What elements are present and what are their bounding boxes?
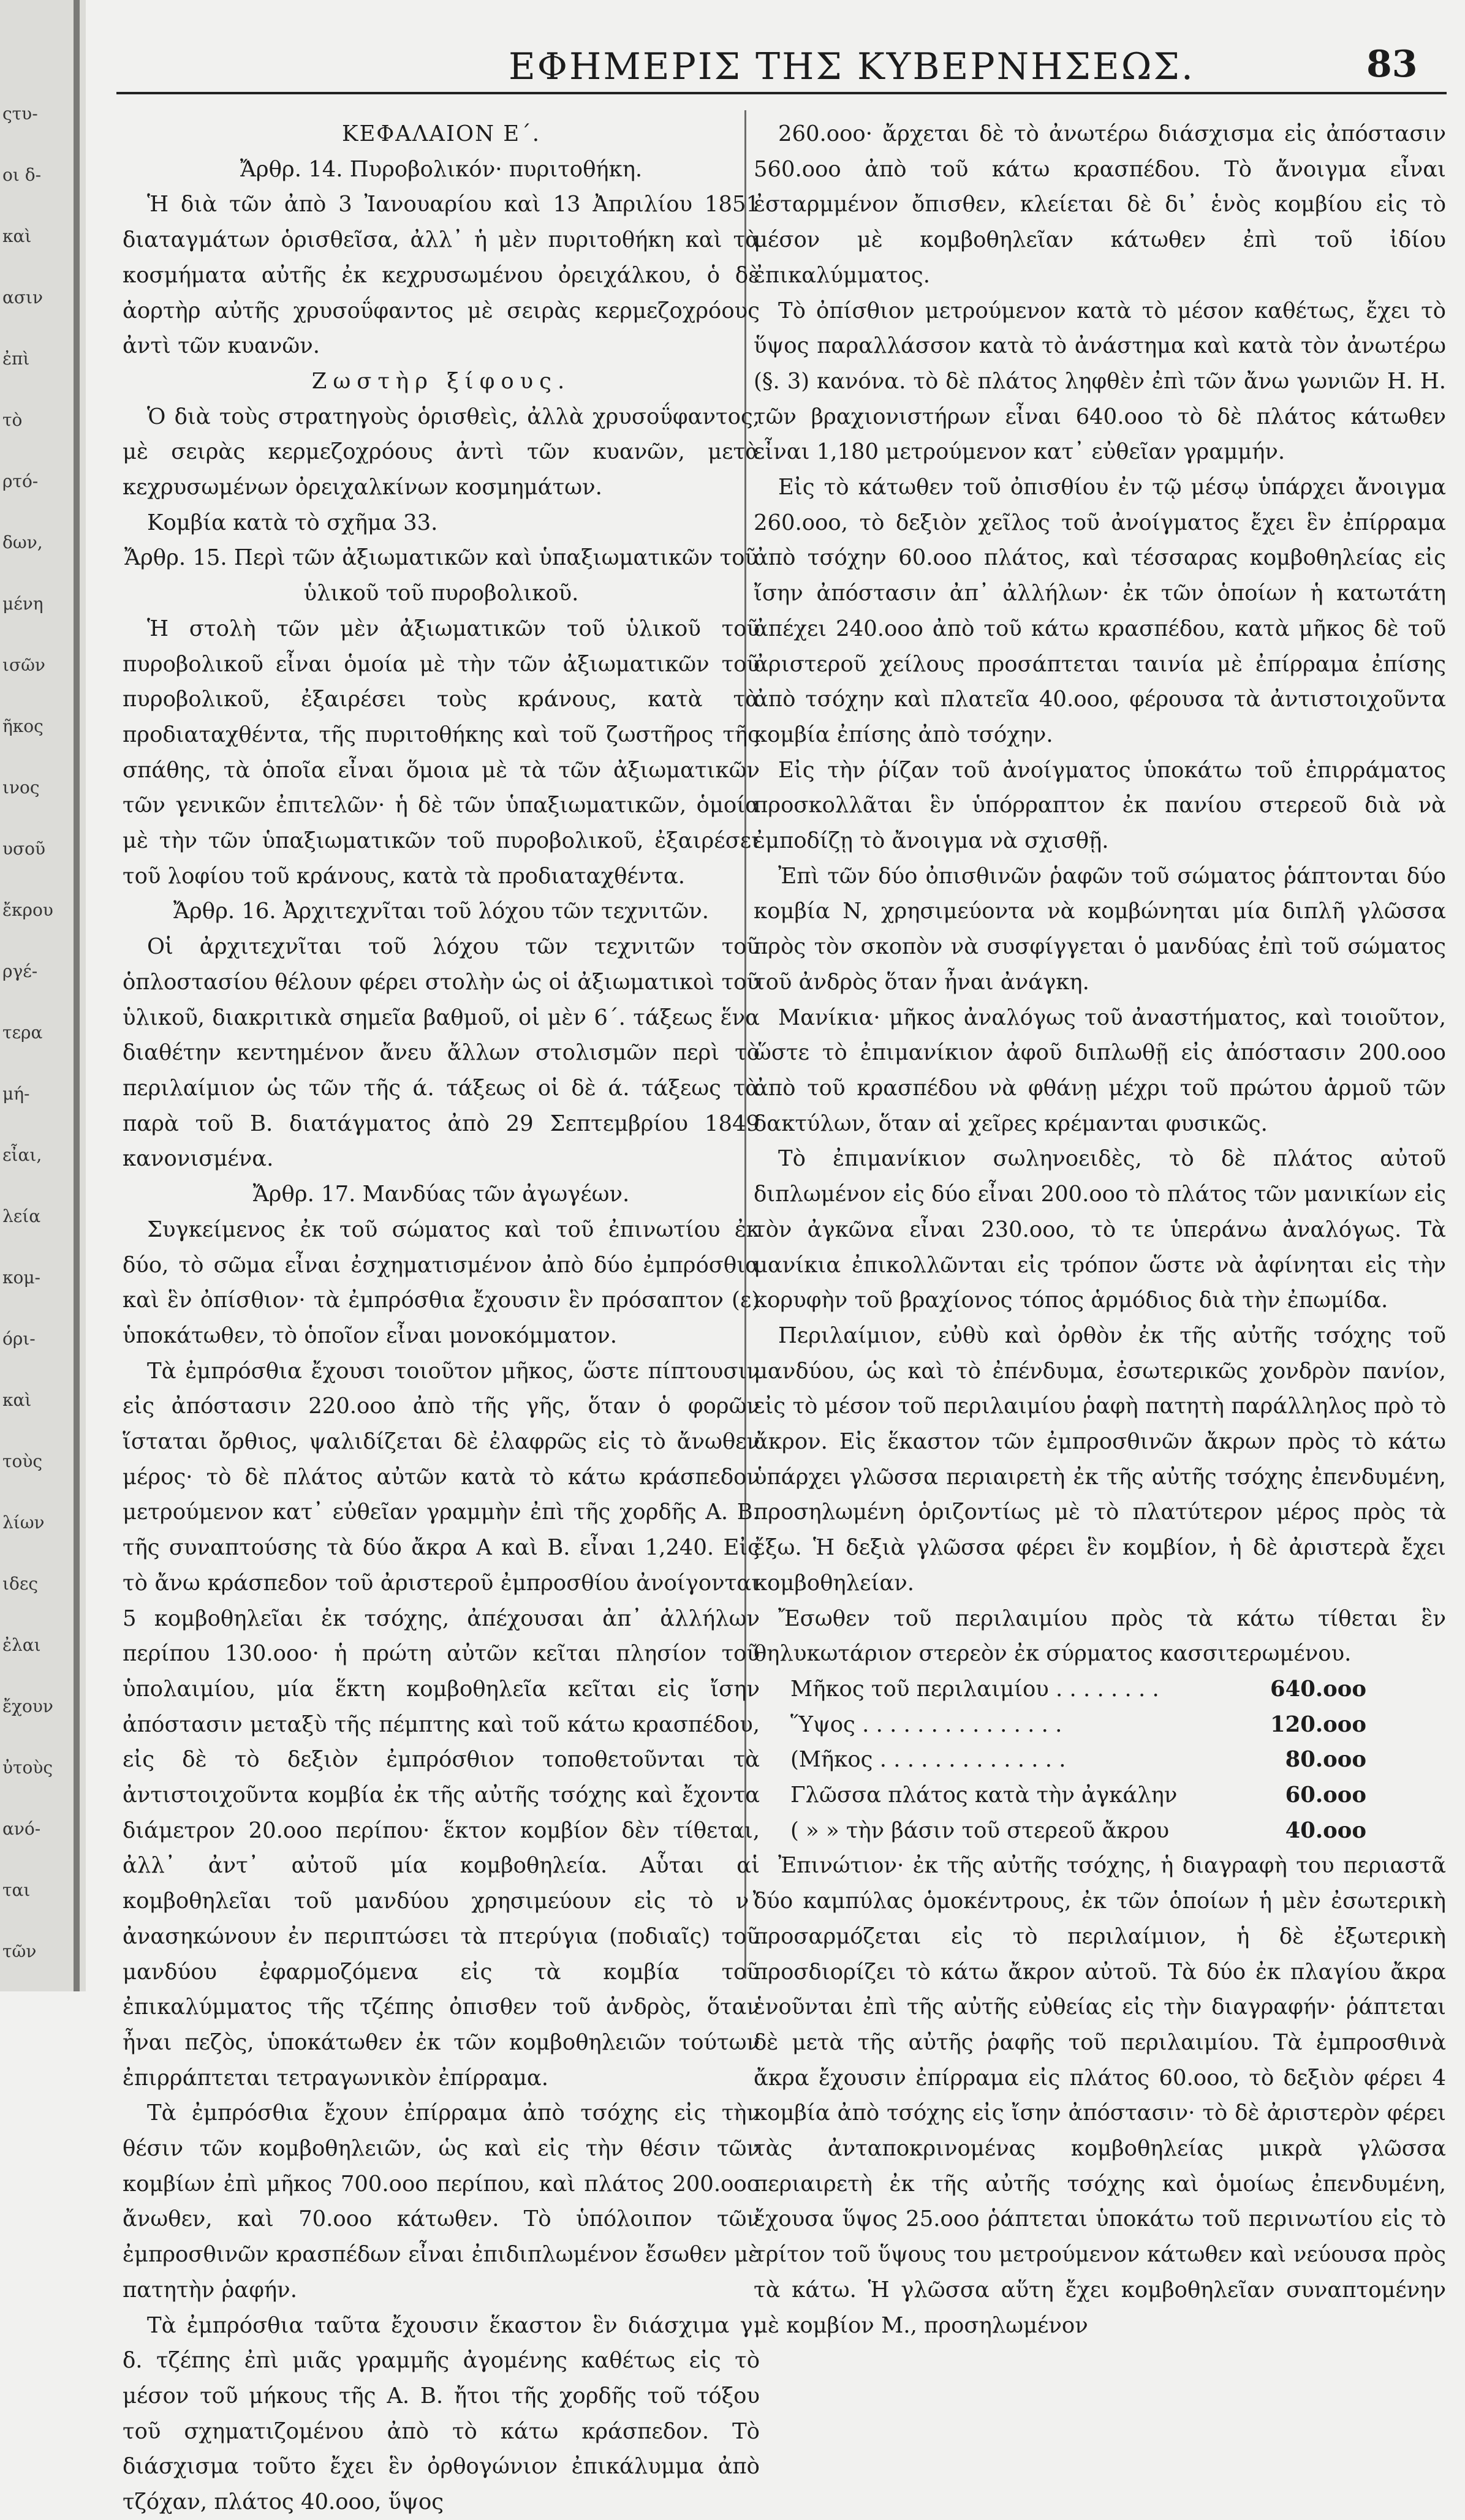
gutter-fragment: ιδες <box>2 1574 39 1594</box>
section-heading: Ἄρθρ. 16. Ἀρχιτεχνῖται τοῦ λόχου τῶν τεχνιτῶν. <box>173 899 710 924</box>
binding-shadow <box>74 0 80 1991</box>
paragraph: Οἱ ἀρχιτεχνῖται τοῦ λόχου τῶν τεχνιτῶν τοῦ ὁπλοστασίου θέλουν φέρει στολὴν ὡς οἱ ἀξιωματικοὶ τοῦ ὑλικοῦ, διακριτικὰ σημεῖα βαθμοῦ, οἱ μὲν 6΄. τάξεως ἕνα διαθέτην κεντημένον ἄνευ ἄλλων στολισμῶν περὶ τὸ περιλαίμιον ὡς τῶν τῆς ά. τάξεως οἱ δὲ ά. τάξεως τὰ παρὰ τοῦ Β. διατάγματος ἀπὸ 29 Σεπτεμβρίου 1849 κανονισμένα. <box>123 934 760 1172</box>
paragraph: Τὰ ἐμπρόσθια ἔχουν ἐπίρραμα ἀπὸ τσόχης εἰς τὴν θέσιν τῶν κομβοθηλειῶν, ὡς καὶ εἰς τὴν θέσιν τῶν κομβίων ἐπὶ μῆκος 700.ooo περίπου, καὶ πλάτος 200.ooo ἄνωθεν, καὶ 70.ooo κάτωθεν. Τὸ ὑπόλοιπον τῶν ἐμπροσθινῶν κρασπέδων εἶναι ἐπιδιπλωμένον ἔσωθεν μὲ πατητὴν ῥαφήν. <box>123 2100 760 2303</box>
measurement-label: ( » » τὴν βάσιν τοῦ στερεοῦ ἄκρου <box>790 1817 1170 1843</box>
gutter-fragment: ινος <box>2 777 40 798</box>
measurement-row <box>790 1672 1366 1707</box>
paragraph: Ὁ διὰ τοὺς στρατηγοὺς ὁρισθεὶς, ἀλλὰ χρυσοΰφαντος, μὲ σειρὰς κερμεζοχρόους ἀντὶ τῶν κυανῶν, μετὰ κεχρυσωμένων ὀρειχαλκίνων κοσμημάτων. <box>123 404 760 500</box>
gutter-fragment: κομ- <box>2 1267 41 1288</box>
paragraph: Τὸ ἐπιμανίκιον σωληνοειδὲς, τὸ δὲ πλάτος αὐτοῦ διπλωμένον εἰς δύο εἶναι 200.ooo τὸ πλάτος τῶν μανικίων εἰς τὸν ἀγκῶνα εἶναι 230.ooo, τὸ τε ὑπεράνω ἀναλόγως. Τὰ μανίκια ἐπικολλῶνται εἰς τρόπον ὥστε νὰ ἀφίνηται εἰς τὴν κορυφὴν τοῦ βραχίονος τόπος ἁρμόδιος διὰ τὴν ἐπωμίδα. <box>754 1146 1446 1313</box>
right-column-text-after-table <box>754 1848 1446 2343</box>
paragraph: Εἰς τὴν ῥίζαν τοῦ ἀνοίγματος ὑποκάτω τοῦ ἐπιρράματος προσκολλᾶται ἓν ὑπόρραπτον ἐκ πανίου στερεοῦ διὰ νὰ ἐμποδίζῃ τὸ ἄνοιγμα νὰ σχισθῇ. <box>754 757 1446 854</box>
paragraph: Μανίκια· μῆκος ἀναλόγως τοῦ ἀναστήματος, καὶ τοιοῦτον, ὥστε τὸ ἐπιμανίκιον ἀφοῦ διπλωθῇ εἰς ἀπόστασιν 200.ooo ἀπὸ τοῦ κρασπέδου νὰ φθάνῃ μέχρι τοῦ πρώτου ἁρμοῦ τῶν δακτύλων, ὅταν αἱ χεῖρες κρέμανται φυσικῶς. <box>754 1005 1446 1136</box>
paragraph: Εἰς τὸ κάτωθεν τοῦ ὀπισθίου ἐν τῷ μέσῳ ὑπάρχει ἄνοιγμα 260.ooo, τὸ δεξιὸν χεῖλος τοῦ ἀνοίγματος ἔχει ἓν ἐπίρραμα ἀπὸ τσόχην 60.ooo πλάτος, καὶ τέσσαρας κομβοθηλείας εἰς ἴσην ἀπόστασιν ἀπ᾽ ἀλλήλων· ἐκ τῶν ὁποίων ἡ κατωτάτη ἀπέχει 240.ooo ἀπὸ τοῦ κάτω κρασπέδου, κατὰ μῆκος δὲ τοῦ ἀριστεροῦ χείλους προσάπτεται ταινία μὲ ἐπίρραμα ἐπίσης ἀπὸ τσόχην καὶ πλατεῖα 40.ooo, φέρουσα τὰ ἀντιστοιχοῦντα κομβία ἐπίσης ἀπὸ τσόχην. <box>754 475 1446 747</box>
paragraph: Ἡ διὰ τῶν ἀπὸ 3 Ἰανουαρίου καὶ 13 Ἀπριλίου 1851 διαταγμάτων ὁρισθεῖσα, ἀλλ᾽ ἡ μὲν πυριτοθήκη καὶ τὰ κοσμήματα αὐτῆς ἐκ κεχρυσωμένου ὀρειχάλκου, ὁ δὲ ἀορτὴρ αὐτῆς χρυσοΰφαντος μὲ σειρὰς κερμεζοχρόους ἀντὶ τῶν κυανῶν. <box>123 192 760 359</box>
measurement-value: 640.ooo <box>1270 1676 1366 1702</box>
gutter-fragment: ανό- <box>2 1819 41 1839</box>
measurement-value: 60.ooo <box>1285 1782 1366 1808</box>
gutter-fragment: οι δ- <box>2 165 42 185</box>
measurement-value: 120.ooo <box>1270 1711 1366 1737</box>
paragraph: Τὰ ἐμπρόσθια ταῦτα ἔχουσιν ἕκαστον ἓν διάσχιμα γ. δ. τζέπης ἐπὶ μιᾶς γραμμῆς ἀγομένης καθέτως εἰς τὸ μέσον τοῦ μήκους τῆς Α. Β. ἤτοι τῆς χορδῆς τοῦ τόξου τοῦ σχηματιζομένου ἀπὸ τὸ κάτω κράσπεδον. Τὸ διάσχισμα τοῦτο ἔχει ἓν ὀρθογώνιον ἐπικάλυμμα ἀπὸ τζόχαν, πλάτος 40.ooo, ὕψος <box>123 2312 760 2515</box>
gutter-fragment: καὶ <box>2 226 32 246</box>
gutter-fragment: ται <box>2 1880 31 1900</box>
measurement-row <box>790 1742 1366 1778</box>
measurement-label: (Μῆκος . . . . . . . . . . . . . . <box>790 1747 1066 1773</box>
paragraph: Τὸ ὀπίσθιον μετρούμενον κατὰ τὸ μέσον καθέτως, ἔχει τὸ ὕψος παραλλάσσον κατὰ τὸ ἀνάστημα καὶ κατὰ τὸν ἀνωτέρω (§. 3) κανόνα. τὸ δὲ πλάτος ληφθὲν ἐπὶ τῶν ἄνω γωνιῶν Η. Η. τῶν βραχιονιστήρων εἶναι 640.ooo τὸ δὲ πλάτος κάτωθεν εἶναι 1,180 μετρούμενον κατ᾽ εὐθεῖαν γραμμήν. <box>754 298 1446 465</box>
paragraph: Συγκείμενος ἐκ τοῦ σώματος καὶ τοῦ ἐπινωτίου ἐκ δύο, τὸ σῶμα εἶναι ἐσχηματισμένον ἀπὸ δύο ἐμπρόσθια καὶ ἓν ὀπίσθιον· τὰ ἐμπρόσθια ἔχουσιν ἓν πρόσαπτον (ε) ὑποκάτωθεν, τὸ ὁποῖον εἶναι μονοκόμματον. <box>123 1217 760 1348</box>
paragraph: Ἡ στολὴ τῶν μὲν ἀξιωματικῶν τοῦ ὑλικοῦ τοῦ πυροβολικοῦ εἶναι ὁμοία μὲ τὴν τῶν ἀξιωματικῶν τοῦ πυροβολικοῦ, ἐξαιρέσει τοὺς κράνους, κατὰ τὰ προδιαταχθέντα, τῆς πυριτοθήκης καὶ τοῦ ζωστῆρος τῆς σπάθης, τὰ ὁποῖα εἶναι ὅμοια μὲ τὰ τῶν ἀξιωματικῶν τῶν γενικῶν ἐπιτελῶν· ἡ δὲ τῶν ὑπαξιωματικῶν, ὁμοία μὲ τὴν τῶν ὑπαξιωματικῶν τοῦ πυροβολικοῦ, ἐξαιρέσει τοῦ λοφίου τοῦ κράνους, κατὰ τὰ προδιαταχθέντα. <box>123 616 760 889</box>
gutter-fragment: τῶν <box>2 1941 37 1961</box>
gutter-fragment: ισῶν <box>2 655 45 675</box>
measurement-label: Γλῶσσα πλάτος κατὰ τὴν ἀγκάλην <box>790 1782 1178 1808</box>
header-rule <box>116 92 1447 94</box>
measurement-row <box>790 1813 1366 1849</box>
gutter-fragment: ῆκος <box>2 716 44 736</box>
left-column <box>123 116 760 2520</box>
right-column <box>754 116 1446 2343</box>
paragraph: Τὰ ἐμπρόσθια ἔχουσι τοιοῦτον μῆκος, ὥστε πίπτουσιν εἰς ἀπόστασιν 220.ooo ἀπὸ τῆς γῆς, ὅταν ὁ φορῶν ἵσταται ὄρθιος, ψαλιδίζεται δὲ ἐλαφρῶς εἰς τὸ ἄνωθεν μέρος· τὸ δὲ πλάτος αὐτῶν κατὰ τὸ κάτω κράσπεδον μετρούμενον κατ᾽ εὐθεῖαν γραμμὴν ἐπὶ τῆς χορδῆς Α. Β. τῆς συναπτούσης τὰ δύο ἄκρα Α καὶ Β. εἶναι 1,240. Εἰς τὸ ἄνω κράσπεδον τοῦ ἀριστεροῦ ἐμπροσθίου ἀνοίγονται 5 κομβοθηλεῖαι ἐκ τσόχης, ἀπέχουσαι ἀπ᾽ ἀλλήλων περίπου 130.ooo· ἡ πρώτη αὐτῶν κεῖται πλησίον τοῦ ὑπολαιμίου, μία ἕκτη κομβοθηλεῖα κεῖται εἰς ἴσην ἀπόστασιν μεταξὺ τῆς πέμπτης καὶ τοῦ κάτω κρασπέδου, εἰς δὲ τὸ δεξιὸν ἐμπρόσθιον τοποθετοῦνται τὰ ἀντιστοιχοῦντα κομβία ἐκ τῆς αὐτῆς τσόχης καὶ ἔχοντα διάμετρον 20.ooo περίπου· ἕκτον κομβίον δὲν τίθεται, ἀλλ᾽ ἀντ᾽ αὐτοῦ μία κομβοθηλεία. Αὗται αἱ κομβοθηλεῖαι τοῦ μανδύου χρησιμεύουν εἰς τὸ ν᾽ ἀνασηκώνουν ἐν περιπτώσει τὰ πτερύγια (ποδιαῖς) τοῦ μανδύου ἐφαρμοζόμενα εἰς τὰ κομβία τοῦ ἐπικαλύμματος τῆς τζέπης ὀπισθεν τοῦ ἀνδρὸς, ὅταν ἦναι πεζὸς, ὑποκάτωθεν ἐκ τῶν κομβοθηλειῶν τούτων ἐπιρράπτεται τετραγωνικὸν ἐπίρραμα. <box>123 1358 760 2091</box>
measurement-label: Ὕψος . . . . . . . . . . . . . . . <box>790 1711 1062 1737</box>
section-heading: ΚΕΦΑΛΑΙΟΝ Ε΄. <box>342 121 540 146</box>
paragraph: Ἐπὶ τῶν δύο ὀπισθινῶν ῥαφῶν τοῦ σώματος ῥάπτονται δύο κομβία Ν, χρησιμεύοντα νὰ κομβώνηται μία διπλῆ γλῶσσα πρὸς τὸν σκοπὸν νὰ συσφίγγεται ὁ μανδύας ἐπὶ τοῦ σώματος τοῦ ἀνδρὸς ὅταν ἦναι ἀνάγκη. <box>754 863 1446 995</box>
section-heading: Ἄρθρ. 17. Μανδύας τῶν ἀγωγέων. <box>252 1182 630 1207</box>
measurement-label: Μῆκος τοῦ περιλαιμίου . . . . . . . . <box>790 1676 1159 1702</box>
gutter-fragment: καὶ <box>2 1390 32 1410</box>
gutter-fragment: όρι- <box>2 1329 36 1349</box>
page-number: 83 <box>1366 43 1418 86</box>
gutter-fragment: ἔκρου <box>2 900 53 920</box>
gutter-fragment: μή- <box>2 1084 30 1104</box>
gutter-fragment: λίων <box>2 1512 45 1533</box>
measurement-row <box>790 1778 1366 1813</box>
measurement-table <box>790 1672 1366 1849</box>
paragraph: 260.ooo· ἄρχεται δὲ τὸ ἀνωτέρω διάσχισμα εἰς ἀπόστασιν 560.ooo ἀπὸ τοῦ κάτω κρασπέδου. Τὸ ἄνοιγμα εἶναι ἐσταρμμένον ὄπισθεν, κλείεται δὲ δι᾽ ἑνὸς κομβίου εἰς τὸ μέσον μὲ κομβοθηλεῖαν κάτωθεν ἐπὶ τοῦ ἰδίου ἐπικαλύμματος. <box>754 121 1446 288</box>
gutter-fragment: ἐλαι <box>2 1635 41 1655</box>
gutter-fragment: τερα <box>2 1022 43 1043</box>
gutter-fragment: τὸ <box>2 410 23 430</box>
paragraph: Κομβία κατὰ τὸ σχῆμα 33. <box>147 510 438 535</box>
gutter-fragment: εἶαι, <box>2 1145 42 1165</box>
measurement-value: 80.ooo <box>1285 1747 1366 1773</box>
paragraph: Ἔσωθεν τοῦ περιλαιμίου πρὸς τὰ κάτω τίθεται ἓν θηλυκωτάριον στερεὸν ἐκ σύρματος κασσιτερωμένου. <box>754 1605 1446 1667</box>
gutter-fragment: ργέ- <box>2 961 38 981</box>
section-heading: Ἄρθρ. 14. Πυροβολικόν· πυριτοθήκη. <box>240 156 643 182</box>
paragraph: Περιλαίμιον, εὐθὺ καὶ ὀρθὸν ἐκ τῆς αὐτῆς τσόχης τοῦ μανδύου, ὡς καὶ τὸ ἐπένδυμα, ἐσωτερικῶς χονδρὸν πανίον, εἰς τὸ μέσον τοῦ περιλαιμίου ῥαφὴ πατητὴ παράλληλος πρὸ τὸ ἄκρον. Εἰς ἕκαστον τῶν ἐμπροσθινῶν ἄκρων πρὸς τὸ κάτω ὑπάρχει γλῶσσα περιαιρετὴ ἐκ τῆς αὐτῆς τσόχης ἐπενδυμένη, προσηλωμένη ὁριζοντίως μὲ τὸ πλατύτερον μέρος πρὸς τὰ ἔξω. Ἡ δεξιὰ γλῶσσα φέρει ἓν κομβίον, ἡ δὲ ἀριστερὰ ἔχει κομβοθηλείαν. <box>754 1322 1446 1596</box>
gutter-fragment: λεία <box>2 1206 41 1226</box>
page-title: ΕΦΗΜΕΡΙΣ ΤΗΣ ΚΥΒΕΡΝΗΣΕΩΣ. <box>509 45 1195 88</box>
section-heading: Ζωστὴρ ξίφους. <box>311 368 571 394</box>
gutter-fragment: ἐπὶ <box>2 349 30 369</box>
running-head <box>92 43 1465 92</box>
gutter-fragment: ςτυ- <box>2 104 38 124</box>
measurement-value: 40.ooo <box>1285 1817 1366 1843</box>
measurement-row <box>790 1707 1366 1743</box>
paragraph: Ἐπινώτιον· ἐκ τῆς αὐτῆς τσόχης, ἡ διαγραφὴ του περιαστᾶ δύο καμπύλας ὁμοκέντρους, ἐκ τῶν ὁποίων ἡ μὲν ἐσωτερικὴ προσαρμόζεται εἰς τὸ περιλαίμιον, ἡ δὲ ἐξωτερικὴ προσδιορίζει τὸ κάτω ἄκρον αὐτοῦ. Τὰ δύο ἐκ πλαγίου ἄκρα ἑνοῦνται ἐπὶ τῆς αὐτῆς εὐθείας εἰς τὴν διαγραφήν· ῥάπτεται δὲ μετὰ τῆς αὐτῆς ῥαφῆς τοῦ περιλαιμίου. Τὰ ἐμπροσθινὰ ἄκρα ἔχουσιν ἐπίρραμα εἰς πλάτος 60.ooo, τὸ δεξιὸν φέρει 4 κομβία ἀπὸ τσόχης εἰς ἴσην ἀπόστασιν· τὸ δὲ ἀριστερὸν φέρει τὰς ἀνταποκρινομένας κομβοθηλείας μικρὰ γλῶσσα περιαιρετὴ ἐκ τῆς αὐτῆς τσόχης καὶ ὁμοίως ἐπενδυμένη, ἔχουσα ὕψος 25.ooo ῥάπτεται ὑποκάτω τοῦ περινωτίου εἰς τὸ τρίτον τοῦ ὕψους του μετρούμενον κάτωθεν καὶ νεύουσα πρὸς τὰ κάτω. Ἡ γλῶσσα αὕτη ἔχει κομβοθηλεῖαν συναπτομένην μὲ κομβίον Μ., προσηλωμένον <box>754 1853 1446 2338</box>
gutter-fragment: τοὺς <box>2 1451 43 1471</box>
newspaper-page <box>92 0 1465 2515</box>
gutter-fragment: μένη <box>2 594 44 614</box>
gutter-fragment: ὐτοὺς <box>2 1757 53 1778</box>
gutter-fragment: ἔχουν <box>2 1696 53 1716</box>
gutter-fragment: ρτό- <box>2 471 39 491</box>
gutter-fragment: ασιν <box>2 287 44 307</box>
right-column-text <box>754 116 1446 1672</box>
section-heading: Ἄρθρ. 15. Περὶ τῶν ἀξιωματικῶν καὶ ὑπαξιωματικῶν τοῦ ὑλικοῦ τοῦ πυροβολικοῦ. <box>124 545 759 606</box>
gutter-fragment: υσοῦ <box>2 839 46 859</box>
gutter-fragment: δων, <box>2 532 43 553</box>
